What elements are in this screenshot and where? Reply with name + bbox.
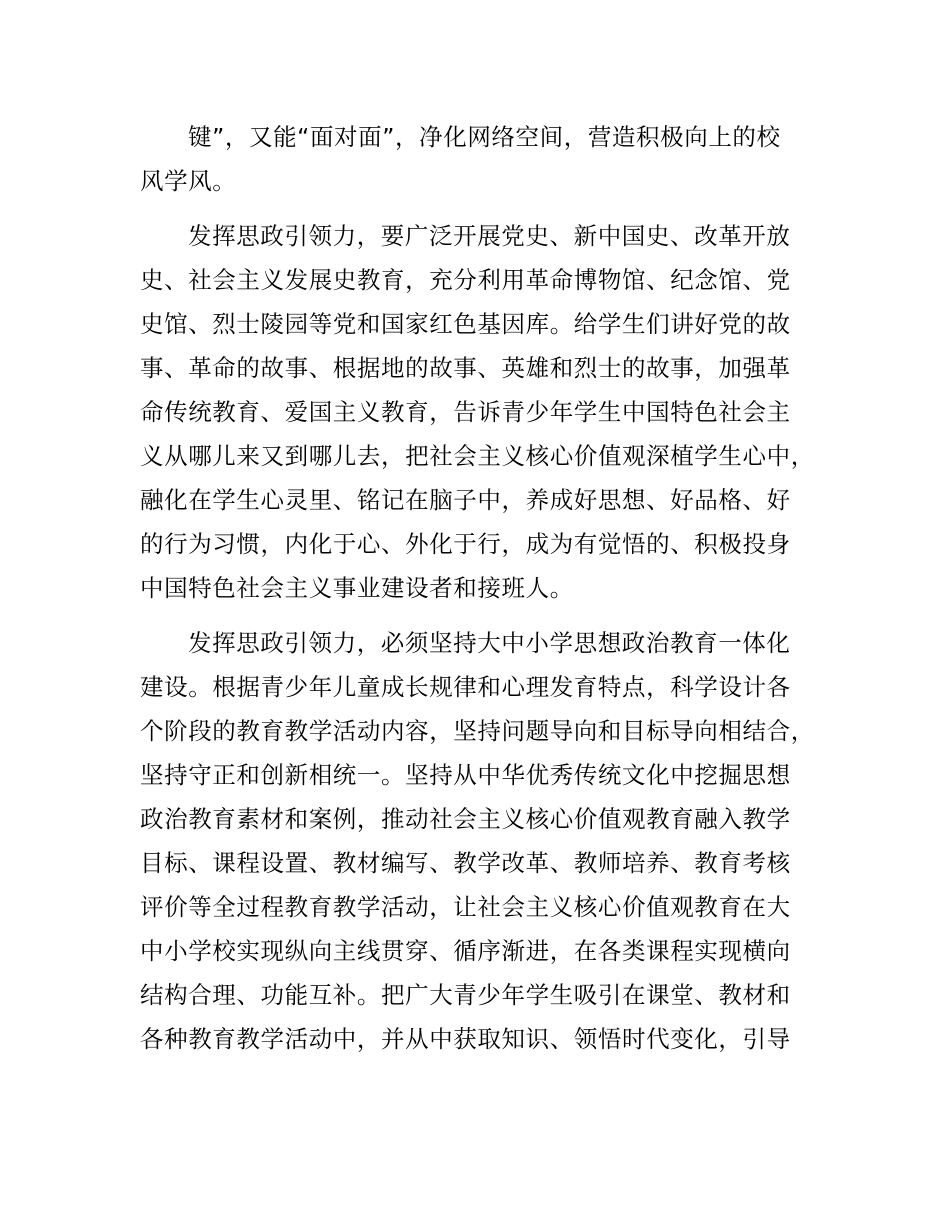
text-line: 目标、课程设置、教材编写、教学改革、教师培养、教育考核 — [140, 849, 791, 877]
text-line: 史、社会主义发展史教育，充分利用革命博物馆、纪念馆、党 — [140, 266, 791, 294]
text-line: 史馆、烈士陵园等党和国家红色基因库。给学生们讲好党的故 — [140, 310, 791, 338]
text-line: 融化在学生心灵里、铭记在脑子中，养成好思想、好品格、好 — [140, 486, 791, 514]
text-line: 事、革命的故事、根据地的故事、英雄和烈士的故事，加强革 — [140, 354, 791, 382]
text-line: 风学风。 — [140, 167, 237, 195]
text-line: 命传统教育、爱国主义教育，告诉青少年学生中国特色社会主 — [140, 398, 791, 426]
text-line: 建设。根据青少年儿童成长规律和心理发育特点，科学设计各 — [140, 673, 791, 701]
text-line: 键”，又能“面对面”，净化网络空间，营造积极向上的校 — [188, 123, 781, 151]
text-line: 中小学校实现纵向主线贯穿、循序渐进，在各类课程实现横向 — [140, 937, 791, 965]
text-line: 评价等全过程教育教学活动，让社会主义核心价值观教育在大 — [140, 893, 791, 921]
text-line: 政治教育素材和案例，推动社会主义核心价值观教育融入教学 — [140, 805, 791, 833]
text-line: 中国特色社会主义事业建设者和接班人。 — [140, 574, 574, 602]
text-line: 发挥思政引领力，必须坚持大中小学思想政治教育一体化 — [188, 629, 791, 657]
text-line: 发挥思政引领力，要广泛开展党史、新中国史、改革开放 — [188, 222, 791, 250]
text-line: 各种教育教学活动中，并从中获取知识、领悟时代变化，引导 — [140, 1025, 791, 1053]
text-line: 个阶段的教育教学活动内容，坚持问题导向和目标导向相结合， — [140, 717, 815, 745]
text-line: 义从哪儿来又到哪儿去，把社会主义核心价值观深植学生心中， — [140, 442, 815, 470]
text-line: 的行为习惯，内化于心、外化于行，成为有觉悟的、积极投身 — [140, 530, 791, 558]
text-line: 结构合理、功能互补。把广大青少年学生吸引在课堂、教材和 — [140, 981, 791, 1009]
text-line: 坚持守正和创新相统一。坚持从中华优秀传统文化中挖掘思想 — [140, 761, 791, 789]
